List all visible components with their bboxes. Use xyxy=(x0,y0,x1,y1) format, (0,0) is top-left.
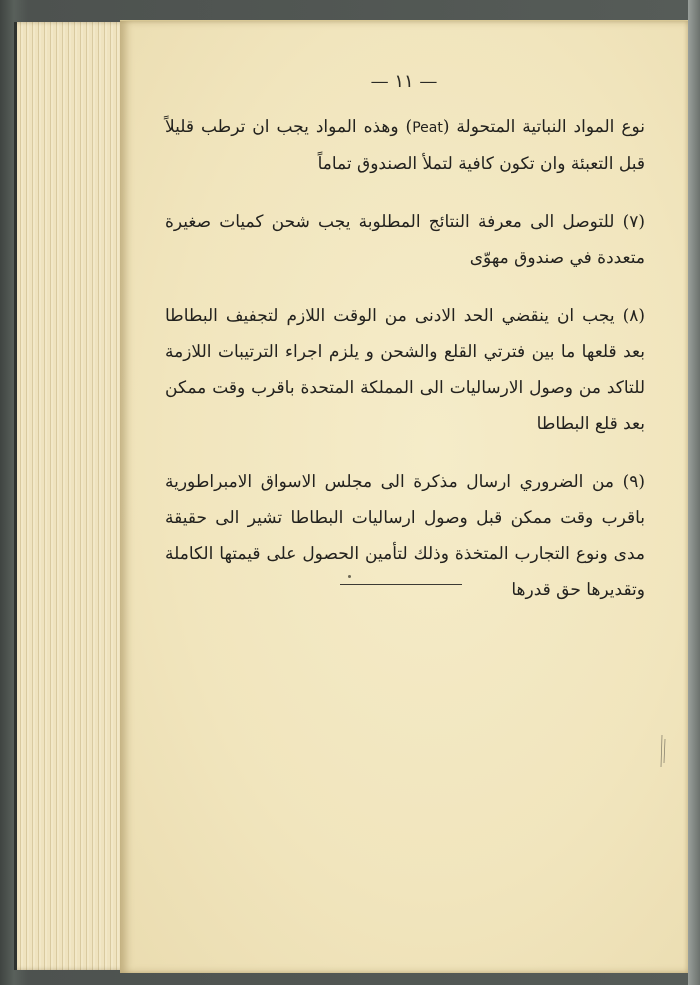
paragraph-peat-part1: نوع المواد النباتية المتحولة ( xyxy=(442,117,645,137)
page-number: — ١١ — xyxy=(370,71,438,92)
paragraph-7: (٧) للتوصل الى معرفة النتائج المطلوبة يجب شحن كميات صغيرة متعددة في صندوق مهوّى xyxy=(165,212,645,268)
pencil-mark xyxy=(658,733,668,769)
book-page xyxy=(120,20,688,973)
paragraph-peat xyxy=(165,109,645,182)
scanner-edge xyxy=(688,0,700,985)
paper-speck xyxy=(348,575,351,578)
paragraph-8: (٨) يجب ان ينقضي الحد الادنى من الوقت اللازم لتجفيف البطاطا بعد قلعها ما بين فترتي القلع والشحن و يلزم اجراء الترتيبات اللازمة للتاكد من وصول الارساليات الى المملكة المتحدة باقرب وقت ممكن بعد قلع البطاطا xyxy=(165,306,645,434)
page-edge-stack xyxy=(14,22,137,970)
end-rule xyxy=(340,584,462,585)
peat-term: Peat xyxy=(412,120,443,136)
page-body xyxy=(165,109,645,630)
paragraph-peat-part2: ) وهذه المواد يجب ان ترطب قليلاً قبل التعبئة وان تكون كافية لتملأ الصندوق تماماً xyxy=(165,117,645,174)
paragraph-9: (٩) من الضروري ارسال مذكرة الى مجلس الاسواق الامبراطورية باقرب وقت ممكن قبل وصول ارساليات البطاطا تشير الى حقيقة مدى ونوع التجارب المتخذة وذلك لتأمين الحصول على قيمتها الكاملة وتقديرها حق قدرها xyxy=(165,472,645,600)
